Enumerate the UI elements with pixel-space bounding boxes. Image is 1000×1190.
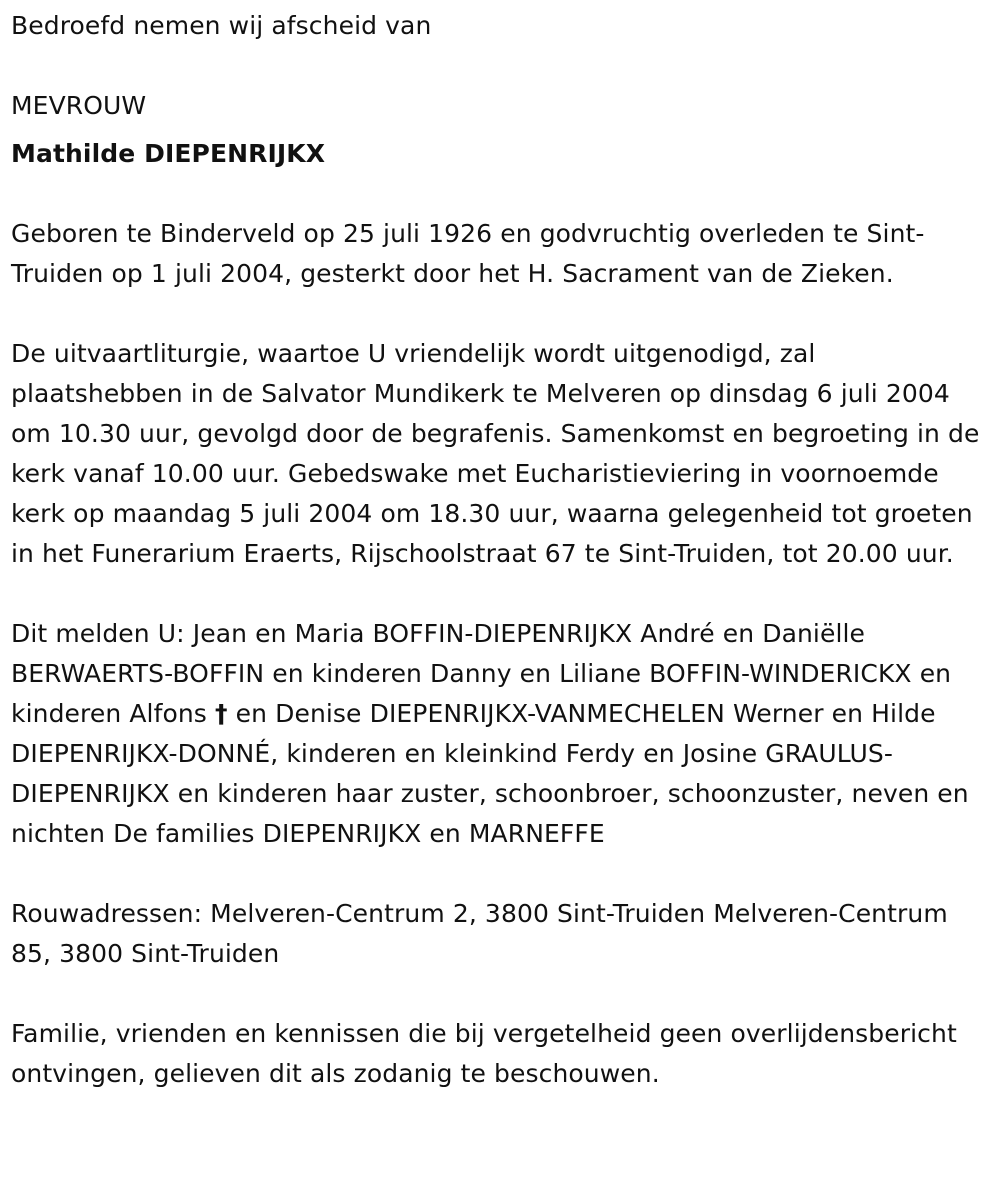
family-paragraph [11,614,990,854]
birth-death-paragraph: Geboren te Binderveld op 25 juli 1926 en godvruchtig overleden te Sint-Truiden op 1 juli 2004, gesterkt door het H. Sacrament van de Zieken. [11,219,925,288]
cross-icon: † [214,699,228,728]
deceased-name: Mathilde DIEPENRIJKX [11,139,326,168]
closing-paragraph: Familie, vrienden en kennissen die bij vergetelheid geen overlijdensbericht ontvingen, gelieven dit als zodanig te beschouwen. [11,1019,957,1088]
family-text-part-2: en Denise DIEPENRIJKX-VANMECHELEN Werner en Hilde DIEPENRIJKX-DONNÉ, kinderen en kleinkind Ferdy en Josine GRAULUS-DIEPENRIJKX en kinderen haar zuster, schoonbroer, schoonzuster, neven en nichten De families DIEPENRIJKX en MARNEFFE [11,699,969,848]
addresses-paragraph: Rouwadressen: Melveren-Centrum 2, 3800 Sint-Truiden Melveren-Centrum 85, 3800 Sint-Truiden [11,899,948,968]
liturgy-paragraph: De uitvaartliturgie, waartoe U vriendelijk wordt uitgenodigd, zal plaatshebben in de Salvator Mundikerk te Melveren op dinsdag 6 juli 2004 om 10.30 uur, gevolgd door de begrafenis. Samenkomst en begroeting in de kerk vanaf 10.00 uur. Gebedswake met Eucharistieviering in voornoemde kerk op maandag 5 juli 2004 om 18.30 uur, waarna gelegenheid tot groeten in het Funerarium Eraerts, Rijschoolstraat 67 te Sint-Truiden, tot 20.00 uur. [11,339,980,568]
salutation: MEVROUW [11,91,147,120]
family-text-part-1: Dit melden U: Jean en Maria BOFFIN-DIEPENRIJKX André en Daniëlle BERWAERTS-BOFFIN en kinderen Danny en Liliane BOFFIN-WINDERICKX en kinderen Alfons [11,619,952,728]
intro-line: Bedroefd nemen wij afscheid van [11,11,432,40]
